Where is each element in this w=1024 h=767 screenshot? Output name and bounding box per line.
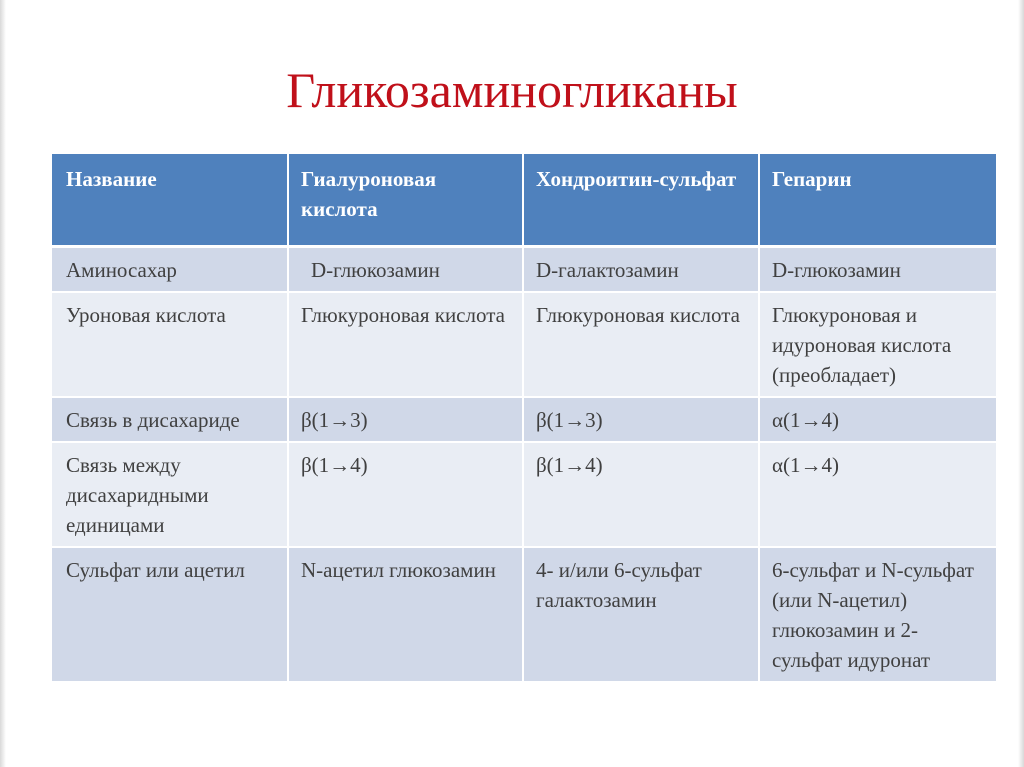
table-cell: β(1→4): [523, 442, 759, 547]
row-label-uronic-acid: Уроновая кислота: [52, 292, 288, 397]
row-label-disaccharide-bond: Связь в дисахариде: [52, 397, 288, 442]
table-row: [52, 547, 996, 682]
glycosaminoglycans-table: [52, 154, 996, 683]
table-row: [52, 397, 996, 442]
table-cell: 4- и/или 6-сульфат галактозамин: [523, 547, 759, 682]
table-cell: N-ацетил глюкозамин: [288, 547, 523, 682]
row-label-aminosugar: Аминосахар: [52, 246, 288, 292]
table-cell: α(1→4): [759, 397, 996, 442]
table-cell: D-глюкозамин: [759, 246, 996, 292]
table-cell: Глюкуроновая и идуроновая кислота (преобладает): [759, 292, 996, 397]
table-row: [52, 292, 996, 397]
table-row: [52, 442, 996, 547]
table-cell: [288, 246, 523, 292]
table-cell: α(1→4): [759, 442, 996, 547]
row-label-sulfate-acetyl: Сульфат или ацетил: [52, 547, 288, 682]
table-cell: β(1→3): [288, 397, 523, 442]
table-cell: β(1→3): [523, 397, 759, 442]
table-cell: Глюкуроновая кислота: [523, 292, 759, 397]
slide-title: Гликозаминогликаны: [286, 62, 738, 118]
table-cell: Глюкуроновая кислота: [288, 292, 523, 397]
cell-text: D-глюкозамин: [311, 257, 440, 282]
header-chondroitin-sulfate: Хондроитин-сульфат: [523, 154, 759, 246]
table-cell: D-галактозамин: [523, 246, 759, 292]
row-label-inter-unit-bond: Связь между дисахаридными единицами: [52, 442, 288, 547]
table-cell: β(1→4): [288, 442, 523, 547]
header-heparin: Гепарин: [759, 154, 996, 246]
header-hyaluronic-acid: Гиалуроновая кислота: [288, 154, 523, 246]
table-header-row: [52, 154, 996, 246]
header-name: Название: [52, 154, 288, 246]
table-row: [52, 246, 996, 292]
table-cell: 6-сульфат и N-сульфат (или N-ацетил) глюкозамин и 2-сульфат идуронат: [759, 547, 996, 682]
